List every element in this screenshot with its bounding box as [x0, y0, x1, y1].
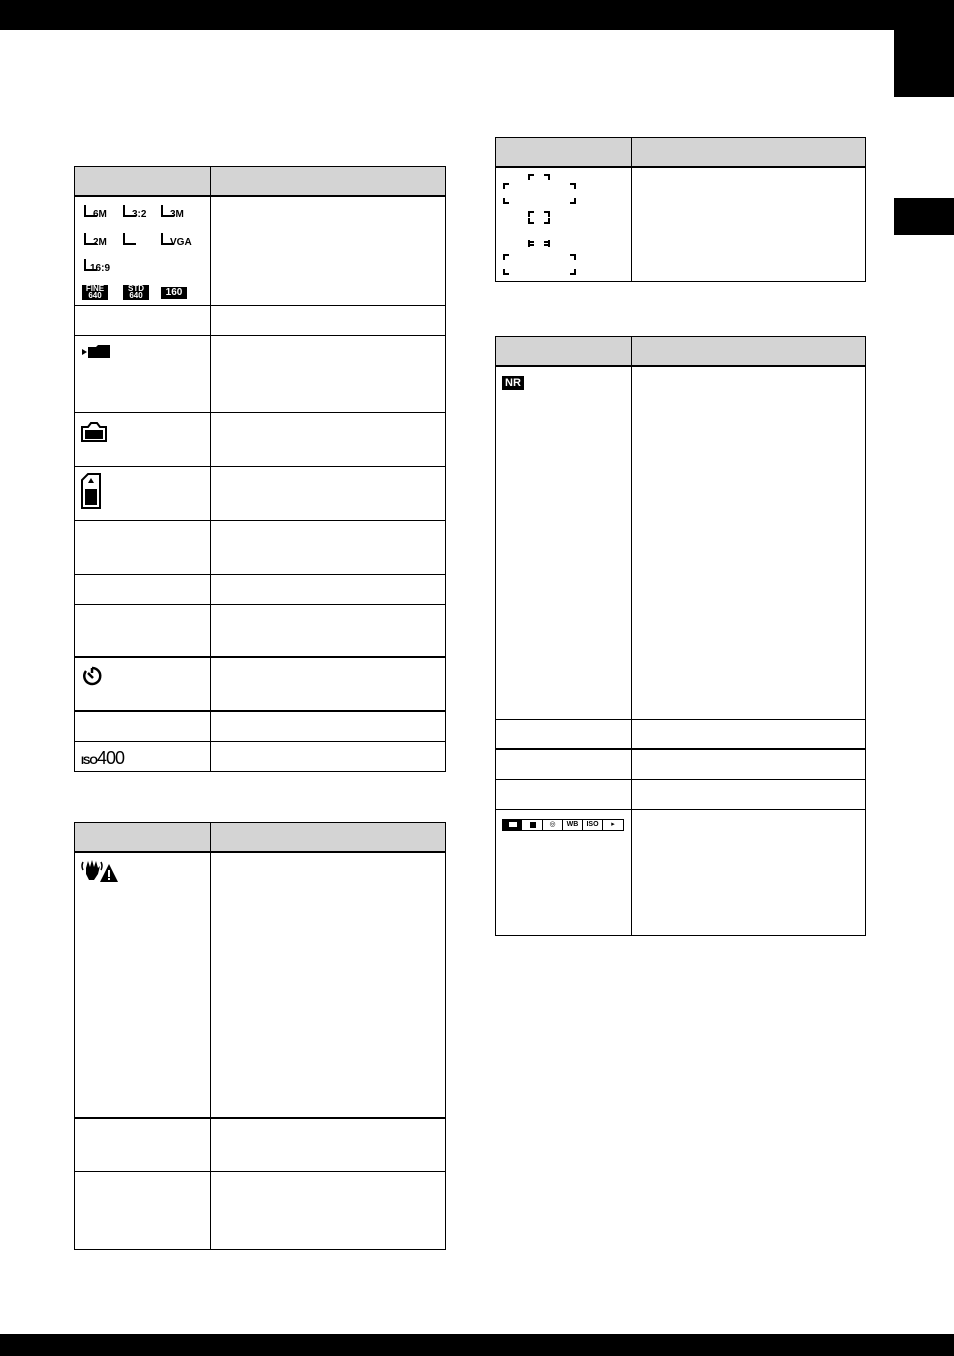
header-display [496, 138, 632, 168]
movie-icon-cell [75, 335, 211, 412]
language-tab [894, 198, 954, 235]
description-cell [211, 335, 446, 412]
image-size-2m-label: 2M [93, 237, 107, 248]
iso-cell [75, 741, 211, 771]
row-cell [496, 719, 632, 749]
description-cell [632, 366, 866, 719]
movie-camera-icon [82, 345, 112, 361]
row-cell [75, 604, 211, 657]
description-cell [211, 466, 446, 520]
row-cell [75, 305, 211, 335]
internal-memory-icon [81, 422, 107, 442]
header-indication [632, 138, 866, 168]
nr-slow-shutter-icon: NR [502, 376, 524, 390]
focus-icon: ◎ [543, 820, 563, 830]
top-bar [0, 0, 954, 30]
description-cell [632, 167, 866, 281]
image-size-16-9-label: 16:9 [90, 263, 111, 274]
image-size-vga-label: VGA [170, 237, 192, 248]
bottom-bar [0, 1334, 954, 1356]
header-display [75, 167, 211, 197]
description-cell [211, 657, 446, 711]
quality-160-icon: 160 [161, 287, 187, 299]
description-cell [632, 719, 866, 749]
quality-std-icon: STD 640 [123, 285, 149, 300]
header-indication [211, 823, 446, 853]
header-indication [632, 337, 866, 367]
row-cell [75, 1118, 211, 1171]
image-size-3m-label: 3M [170, 209, 184, 220]
description-cell [632, 779, 866, 809]
row-cell [75, 1171, 211, 1249]
chapter-tab [894, 30, 954, 97]
menu-guide-bar [502, 819, 624, 831]
vibration-warning-cell [75, 852, 211, 1118]
description-cell [211, 1171, 446, 1249]
indicator-table-3 [495, 137, 866, 282]
vibration-warning-icon [80, 858, 120, 884]
description-cell [632, 749, 866, 779]
self-timer-cell [75, 657, 211, 711]
image-size-6m-label: 6M [93, 209, 107, 220]
indicator-table-4 [495, 336, 866, 936]
description-cell [211, 412, 446, 466]
next-arrow-icon: ▸ [611, 820, 615, 828]
description-cell [211, 1118, 446, 1171]
description-cell [211, 520, 446, 574]
row-cell [75, 711, 211, 741]
header-indication [211, 167, 446, 197]
camera-icon [503, 820, 523, 830]
image-size-cell [75, 196, 211, 305]
white-balance-icon: WB [563, 820, 583, 830]
memory-stick-cell [75, 466, 211, 520]
internal-memory-cell [75, 412, 211, 466]
iso-icon: ISO400 [81, 747, 124, 768]
header-display [496, 337, 632, 367]
row-cell [496, 779, 632, 809]
header-display [75, 823, 211, 853]
indicator-table-2 [74, 822, 446, 1250]
exposure-icon [523, 820, 543, 830]
indicator-table-1 [74, 166, 446, 772]
quality-fine-icon: FINE 640 [82, 285, 108, 300]
description-cell [211, 852, 446, 1118]
nr-cell [496, 366, 632, 719]
self-timer-icon [81, 665, 103, 687]
memory-stick-icon [81, 473, 101, 509]
menu-guide-cell [496, 809, 632, 935]
row-cell [496, 749, 632, 779]
iso-tab-icon: ISO [583, 820, 603, 830]
description-cell [211, 305, 446, 335]
af-frame-cell [496, 167, 632, 281]
description-cell [211, 741, 446, 771]
image-size-icon [123, 233, 136, 245]
row-cell [75, 520, 211, 574]
description-cell [211, 604, 446, 657]
description-cell [632, 809, 866, 935]
description-cell [211, 574, 446, 604]
image-size-3-2-label: 3:2 [132, 209, 147, 220]
description-cell [211, 711, 446, 741]
row-cell [75, 574, 211, 604]
description-cell [211, 196, 446, 305]
